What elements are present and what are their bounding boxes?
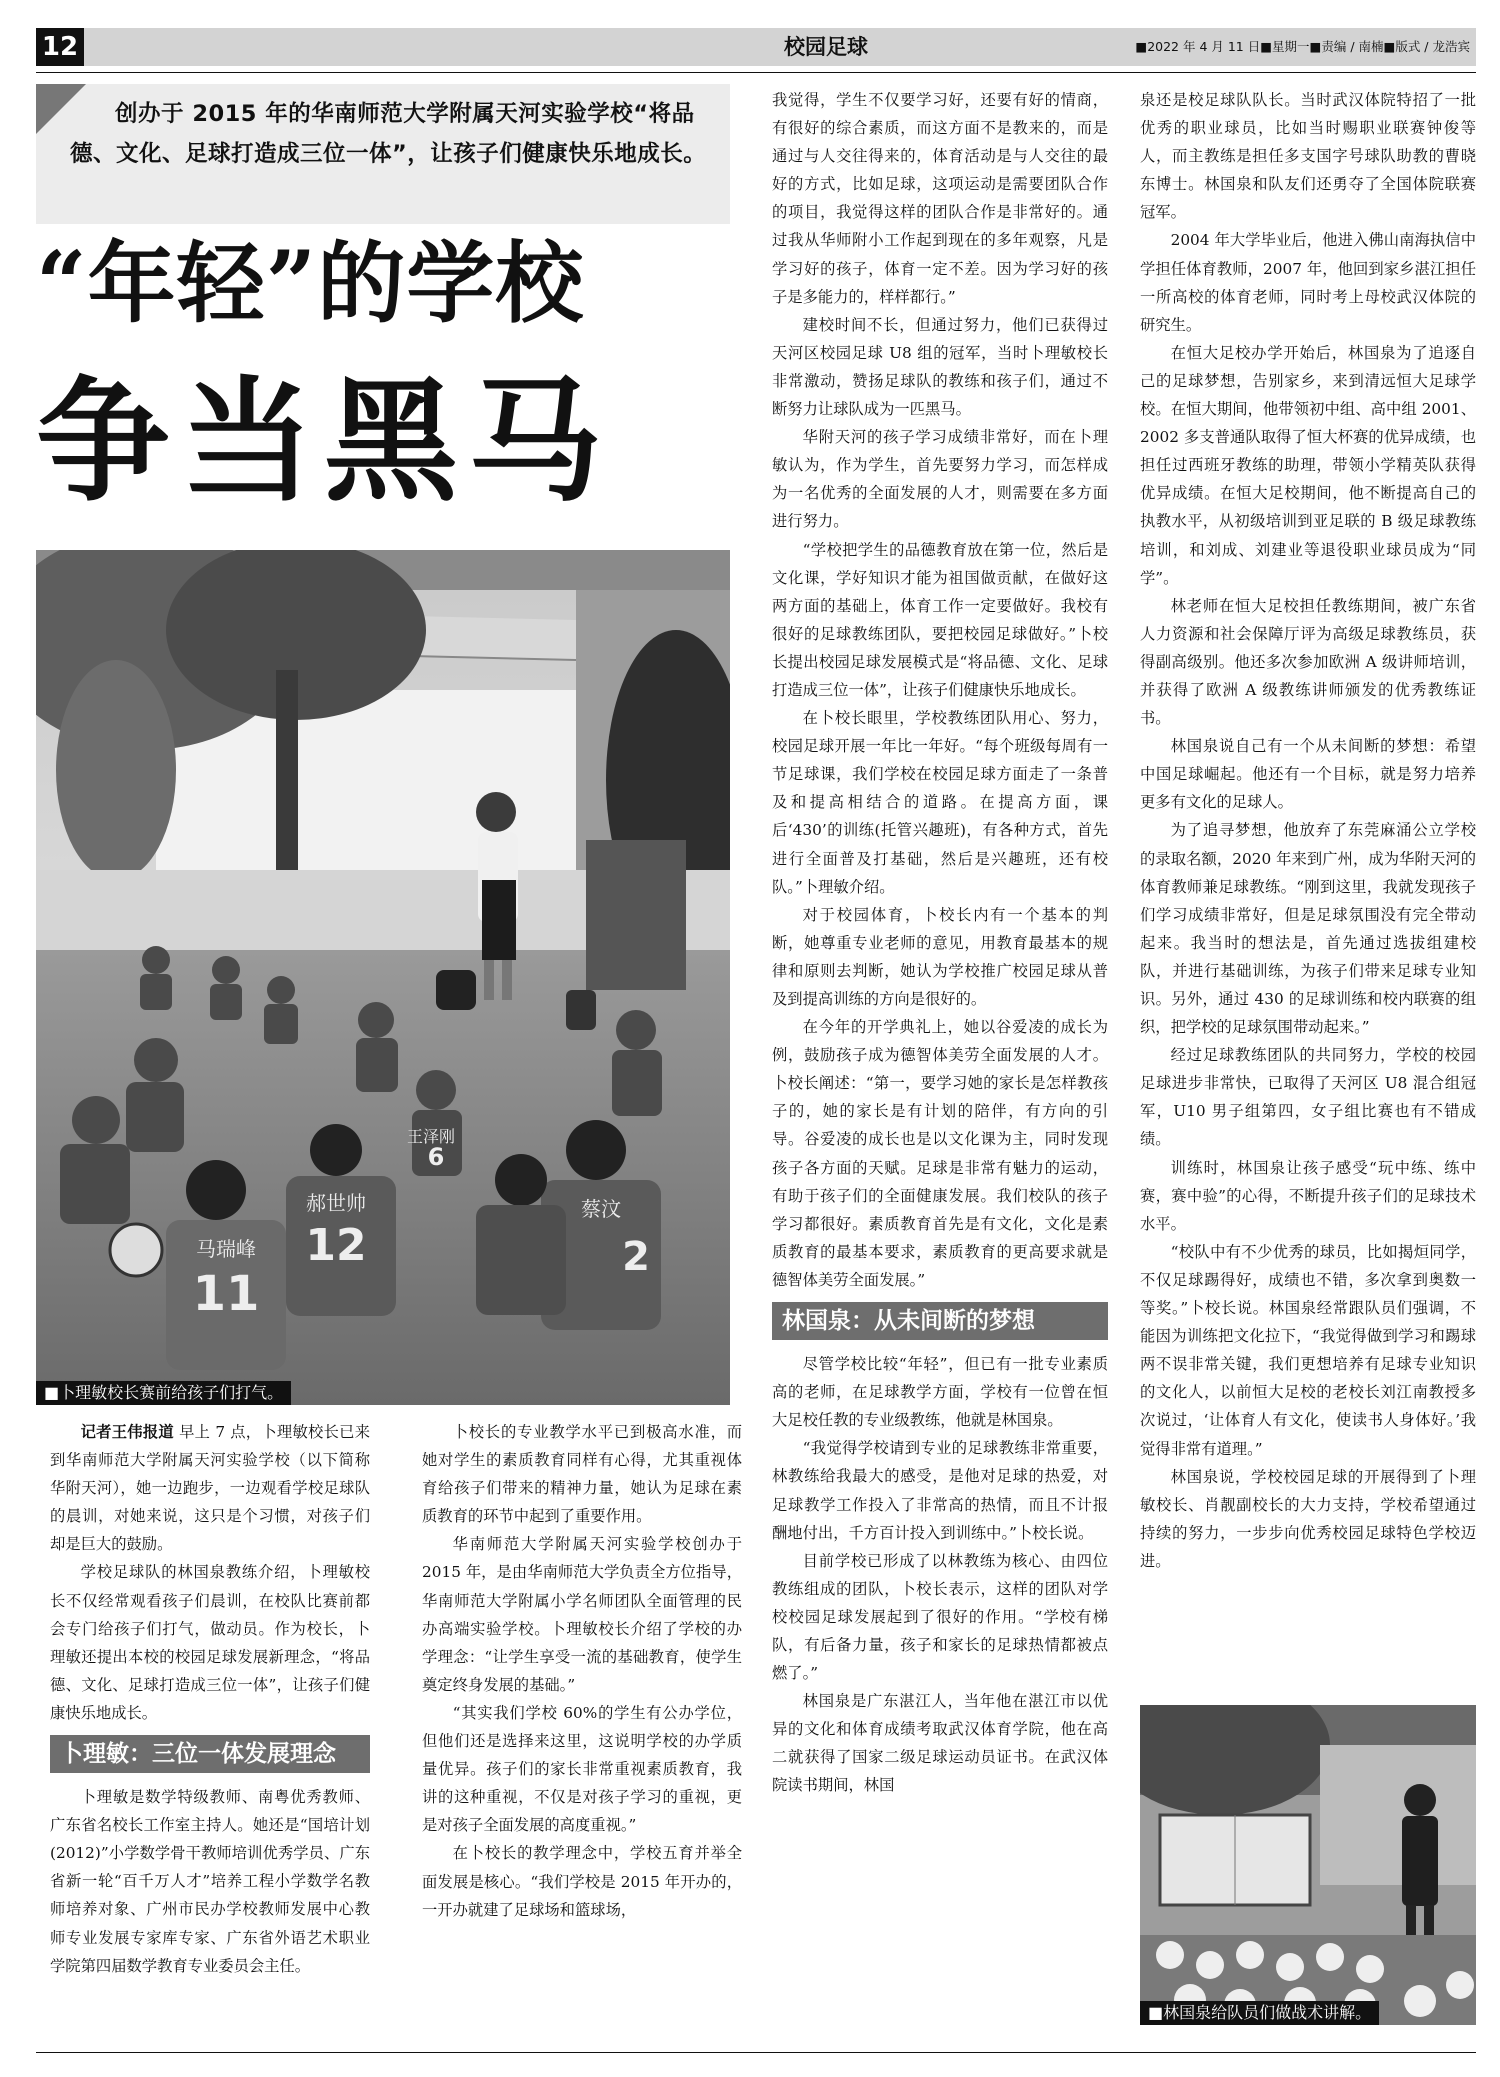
- byline: 记者王伟报道: [80, 1423, 174, 1441]
- article-paragraph: [772, 1434, 1108, 1546]
- jersey-number-0: 12: [305, 1220, 367, 1271]
- jersey-name-3: 王泽刚: [406, 1127, 456, 1146]
- paragraph-text: “学校把学生的品德教育放在第一位，然后是文化课，学好知识才能为祖国做贡献，在做好这两方面的基础上，体育工作一定要做好。我校有很好的足球教练团队，要把校园足球做好。”卜校长提出校园足球发展模式是“将品德、文化、足球打造成三位一体”，让孩子们健康快乐地成长。: [772, 540, 1108, 699]
- deck-summary: 创办于 2015 年的华南师范大学附属天河实验学校“将品德、文化、足球打造成三位一体”，让孩子们健康快乐地成长。: [70, 101, 707, 167]
- paragraph-text: 我觉得，学生不仅要学习好，还要有好的情商，有很好的综合素质，而这方面不是教来的，而是通过与人交往得来的，体育活动是与人交往的最好的方式，比如足球，这项运动是需要团队合作的项目，我觉得这样的团队合作是非常好的。通过我从华师附小工作起到现在的多年观察，凡是学习好的孩子，体育一定不差。因为学习好的孩子是多能力的，样样都行。”: [772, 91, 1108, 306]
- paragraph-text: 目前学校已形成了以林教练为核心、由四位教练组成的团队，卜校长表示，这样的团队对学校校园足球发展起到了很好的作用。“学校有梯队，有后备力量，孩子和家长的足球热情都被点燃了。”: [772, 1551, 1108, 1683]
- article-paragraph: [1140, 226, 1476, 338]
- article-column-2: [422, 1418, 742, 1924]
- paragraph-text: 尽管学校比较“年轻”，但已有一批专业素质高的老师，在足球教学方面，学校有一位曾在恒大足校任教的专业级教练，他就是林国泉。: [772, 1355, 1108, 1430]
- section-heading: 林国泉：从未间断的梦想: [772, 1302, 1108, 1340]
- headline-line-1: “年轻”的学校: [36, 231, 585, 335]
- article-paragraph: [1140, 1238, 1476, 1463]
- jersey-name-1: 马瑞峰: [196, 1237, 256, 1261]
- paragraph-text: 为了追寻梦想，他放弃了东莞麻涌公立学校的录取名额，2020 年来到广州，成为华附天河的体育教师兼足球教练。“刚到这里，我就发现孩子们学习成绩非常好，但是足球氛围没有完全带动起来。我当时的想法是，首先通过选拔组建校队，并进行基础训练，为孩子们带来足球专业知识。另外，通过 430 的足球训练和校内联赛的组织，把学校的足球氛围带动起来。”: [1140, 821, 1476, 1037]
- paragraph-text: 学校足球队的林国泉教练介绍，卜理敏校长不仅经常观看孩子们晨训，在校队比赛前都会专门给孩子们打气，做动员。作为校长，卜理敏还提出本校的校园足球发展新理念，“将品德、文化、足球打造成三位一体”，让孩子们健康快乐地成长。: [50, 1563, 370, 1722]
- article-paragraph: [422, 1699, 742, 1839]
- paragraph-text: 在恒大足校办学开始后，林国泉为了追逐自己的足球梦想，告别家乡，来到清远恒大足球学校。在恒大期间，他带领初中组、高中组 2001、2002 多支普通队取得了恒大杯赛的优异成绩，也担任过西班牙教练的助理，带领小学精英队获得优异成绩。在恒大足校期间，他不断提高自己的执教水平，从初级培训到亚足联的 B 级足球教练培训，和刘成、刘建业等退役职业球员成为“同学”。: [1140, 343, 1476, 587]
- jersey-number-3: 6: [427, 1143, 445, 1171]
- article-paragraph: [1140, 1041, 1476, 1153]
- article-column-1: [50, 1418, 370, 1980]
- section-heading: 卜理敏：三位一体发展理念: [50, 1735, 370, 1773]
- coach-photo: [1140, 1705, 1476, 2025]
- photo-coach-tactics: [1140, 1705, 1476, 2025]
- jersey-number-2: 2: [622, 1234, 650, 1280]
- paragraph-text: 华南师范大学附属天河实验学校创办于 2015 年，是由华南师范大学负责全方位指导，华南师范大学附属小学名师团队全面管理的民办高端实验学校。卜理敏校长介绍了学校的办学理念：“让学生享受一流的基础教育，使学生奠定终身发展的基础。”: [422, 1535, 742, 1694]
- article-paragraph: [1140, 86, 1476, 226]
- article-paragraph: [1140, 1463, 1476, 1575]
- article-paragraph: [1140, 816, 1476, 1041]
- paragraph-text: 泉还是校足球队队长。当时武汉体院特招了一批优秀的职业球员，比如当时赐职业联赛钟俊等人，而主教练是担任多支国字号球队助教的曹晓东博士。林国泉和队友们还勇夺了全国体院联赛冠军。: [1140, 91, 1476, 222]
- article-column-3: [772, 86, 1108, 1800]
- paragraph-text: 2004 年大学毕业后，他进入佛山南海执信中学担任体育教师，2007 年，他回到家乡湛江担任一所高校的体育老师，同时考上母校武汉体院的研究生。: [1140, 231, 1476, 334]
- article-paragraph: [50, 1558, 370, 1727]
- article-paragraph: [1140, 732, 1476, 816]
- paragraph-text: 在卜校长眼里，学校教练团队用心、努力，校园足球开展一年比一年好。“每个班级每周有一节足球课，我们学校在校园足球方面走了一条普及和提高相结合的道路。在提高方面，课后‘430’的训练(托管兴趣班)，有各种方式，首先进行全面普及打基础，然后是兴趣班，还有校队。”卜理敏介绍。: [772, 709, 1108, 896]
- article-paragraph: [772, 704, 1108, 901]
- paragraph-text: 林老师在恒大足校担任教练期间，被广东省人力资源和社会保障厅评为高级足球教练员，获得副高级别。他还多次参加欧洲 A 级讲师培训，并获得了欧洲 A 级教练讲师颁发的优秀教练证书。: [1140, 596, 1476, 728]
- paragraph-text: 训练时，林国泉让孩子感受“玩中练、练中赛，赛中验”的心得，不断提升孩子们的足球技术水平。: [1140, 1158, 1476, 1233]
- paragraph-text: 华附天河的孩子学习成绩非常好，而在卜理敏认为，作为学生，首先要努力学习，而怎样成为一名优秀的全面发展的人才，则需要在多方面进行努力。: [772, 428, 1108, 531]
- paragraph-text: 在今年的开学典礼上，她以谷爱凌的成长为例，鼓励孩子成为德智体美劳全面发展的人才。卜校长阐述：“第一，要学习她的家长是怎样教孩子的，她的家长是有计划的陪伴，有方向的引导。谷爱凌的成长也是以文化课为主，同时发现孩子各方面的天赋。足球是非常有魅力的运动，有助于孩子们的全面健康发展。我们校队的孩子学习都很好。素质教育首先是有文化，文化是素质教育的最基本要求，素质教育的更高要求就是德智体美劳全面发展。”: [772, 1018, 1108, 1289]
- paragraph-text: 经过足球教练团队的共同努力，学校的校园足球进步非常快，已取得了天河区 U8 混合组冠军，U10 男子组第四，女子组比赛也有不错成绩。: [1140, 1046, 1476, 1149]
- article-paragraph: [772, 1687, 1108, 1799]
- article-paragraph: [422, 1839, 742, 1923]
- paragraph-text: 对于校园体育，卜校长内有一个基本的判断，她尊重专业老师的意见，用教育最基本的规律和原则去判断，她认为学校推广校园足球从普及到提高训练的方向是很好的。: [772, 905, 1108, 1008]
- article-paragraph: [772, 311, 1108, 423]
- coach-photo-caption: ■林国泉给队员们做战术讲解。: [1140, 2001, 1379, 2025]
- paragraph-text: 林国泉说自己有一个从未间断的梦想：希望中国足球崛起。他还有一个目标，就是努力培养更多有文化的足球人。: [1140, 737, 1476, 812]
- paragraph-text: “校队中有不少优秀的球员，比如揭烜同学，不仅足球踢得好，成绩也不错，多次拿到奥数一等奖。”卜校长说。林国泉经常跟队员们强调，不能因为训练把文化拉下，“我觉得做到学习和踢球两不误非常关键，我们更想培养有足球专业知识的文化人，以前恒大足校的老校长刘江南教授多次说过，‘让体育人有文化，使读书人身体好。’我觉得非常有道理。”: [1140, 1242, 1476, 1458]
- article-paragraph: [772, 1013, 1108, 1294]
- paragraph-text: 早上 7 点，卜理敏校长已来到华南师范大学附属天河实验学校（以下简称华附天河），她一边跑步，一边观看学校足球队的晨训，对她来说，这只是个习惯，对孩子们却是巨大的鼓励。: [50, 1423, 370, 1554]
- page-header: [36, 28, 1476, 66]
- article-paragraph: [772, 423, 1108, 535]
- article-paragraph: [772, 1350, 1108, 1434]
- jersey-number-1: 11: [192, 1266, 260, 1322]
- article-column-4: [1140, 86, 1476, 1575]
- article-paragraph: [1140, 1154, 1476, 1238]
- paragraph-text: 林国泉是广东湛江人，当年他在湛江市以优异的文化和体育成绩考取武汉体育学院，他在高二就获得了国家二级足球运动员证书。在武汉体院读书期间，林国: [772, 1692, 1108, 1795]
- headline-line-2: 争当黑马: [36, 364, 613, 520]
- main-photo-caption: ■卜理敏校长赛前给孩子们打气。: [36, 1381, 291, 1405]
- article-paragraph: [422, 1530, 742, 1699]
- paragraph-text: 卜理敏是数学特级教师、南粤优秀教师、广东省名校长工作室主持人。她还是“国培计划(2012)”小学数学骨干教师培训优秀学员、广东省新一轮“百千万人才”培养工程小学数学名教师培养对象、广州市民办学校教师发展中心教师专业发展专家库专家、广东省外语艺术职业学院第四届数学教育专业委员会主任。: [50, 1788, 370, 1975]
- paragraph-text: “我觉得学校请到专业的足球教练非常重要，林教练给我最大的感受，是他对足球的热爱，对足球教学工作投入了非常高的热情，而且不计报酬地付出，千方百计投入到训练中。”卜校长说。: [772, 1439, 1108, 1542]
- article-paragraph: [772, 901, 1108, 1013]
- footer-rule: [36, 2052, 1476, 2053]
- paragraph-text: 建校时间不长，但通过努力，他们已获得过天河区校园足球 U8 组的冠军，当时卜理敏校长非常激动，赞扬足球队的教练和孩子们，通过不断努力让球队成为一匹黑马。: [772, 315, 1108, 419]
- article-paragraph: [772, 1547, 1108, 1687]
- article-paragraph: [1140, 592, 1476, 732]
- jersey-name-2: 蔡汶: [581, 1197, 621, 1221]
- paragraph-text: 在卜校长的教学理念中，学校五育并举全面发展是核心。“我们学校是 2015 年开办的，一开办就建了足球场和篮球场，: [422, 1844, 742, 1919]
- article-paragraph: [50, 1783, 370, 1980]
- main-photo: [36, 550, 730, 1405]
- paragraph-text: 卜校长的专业教学水平已到极高水准，而她对学生的素质教育同样有心得，尤其重视体育给孩子们带来的精神力量，她认为足球在素质教育的环节中起到了重要作用。: [422, 1423, 742, 1526]
- article-paragraph: [772, 536, 1108, 705]
- article-paragraph: [1140, 339, 1476, 592]
- paragraph-text: “其实我们学校 60%的学生有公办学位，但他们还是选择来这里，这说明学校的办学质量优异。孩子们的家长非常重视素质教育，我讲的这种重视，不仅是对孩子学习的重视，更是对孩子全面发展的高度重视。”: [422, 1703, 742, 1835]
- section-title: 校园足球: [784, 35, 868, 59]
- issue-info: ■2022 年 4 月 11 日■星期一■责编 / 南楠■版式 / 龙浩宾: [1135, 39, 1470, 54]
- paragraph-text: 林国泉说，学校校园足球的开展得到了卜理敏校长、肖靓副校长的大力支持，学校希望通过持续的努力，一步步向优秀校园足球特色学校迈进。: [1140, 1467, 1476, 1570]
- article-paragraph: [422, 1418, 742, 1530]
- header-rule: [36, 72, 1476, 73]
- photo-principal-with-team: [36, 550, 730, 1405]
- jersey-name-0: 郝世帅: [306, 1191, 366, 1215]
- article-paragraph: [772, 86, 1108, 311]
- article-paragraph: [50, 1418, 370, 1558]
- page-number: 12: [36, 28, 84, 66]
